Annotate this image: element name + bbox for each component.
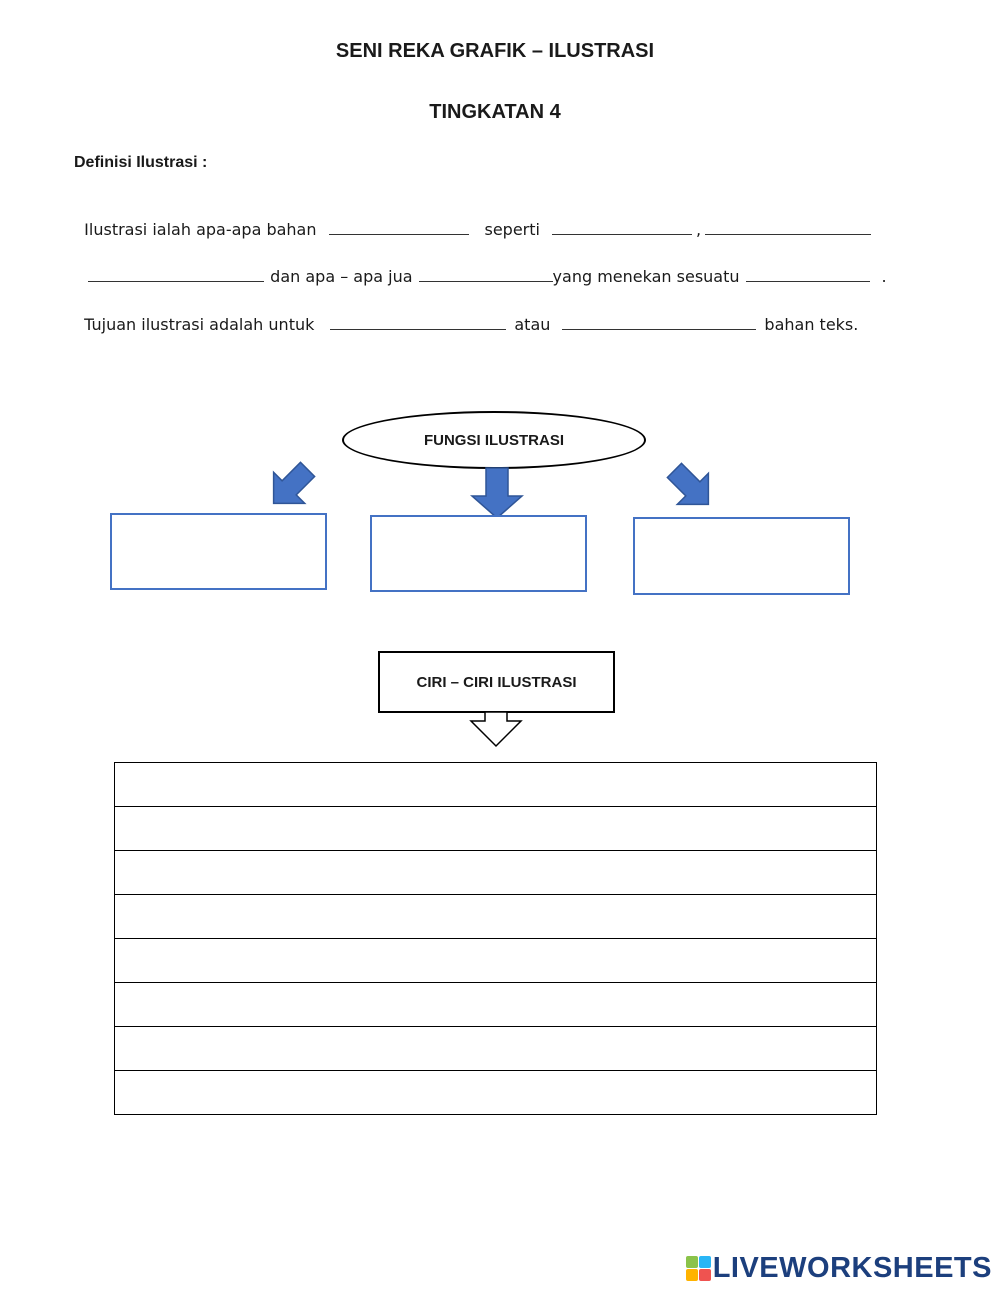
page-subtitle: TINGKATAN 4 [429,101,561,123]
table-row [115,939,877,983]
line3-text-c: bahan teks. [764,315,859,334]
ciri-title: CIRI – CIRI ILUSTRASI [416,673,577,691]
answer-cell-5[interactable] [115,939,877,983]
liveworksheets-logo-icon [686,1256,711,1281]
watermark-text: LIVEWORKSHEETS [712,1252,992,1284]
ciri-arrow-down-icon [466,711,526,749]
line2-text-a: dan apa – apa jua [270,267,413,286]
fungsi-title: FUNGSI ILUSTRASI [423,431,564,449]
definition-label: Definisi Ilustrasi : [74,154,208,171]
line2-text-c: . [881,267,887,286]
arrow-down-icon [472,468,522,518]
answer-cell-2[interactable] [115,807,877,851]
table-row [115,895,877,939]
fungsi-answer-box-2[interactable] [370,515,587,592]
answer-cell-3[interactable] [115,851,877,895]
liveworksheets-watermark [686,1252,992,1285]
answer-cell-4[interactable] [115,895,877,939]
arrow-right-icon [659,455,724,520]
line1-text-c: , [695,220,702,239]
arrow-left-icon [258,454,323,519]
answer-cell-7[interactable] [115,1027,877,1071]
page-title: SENI REKA GRAFIK – ILUSTRASI [335,40,655,62]
answer-cell-8[interactable] [115,1071,877,1115]
fungsi-answer-box-3[interactable] [633,517,850,595]
fungsi-answer-box-1[interactable] [110,513,327,590]
table-row [115,983,877,1027]
table-row [115,763,877,807]
line2-text-b: yang menekan sesuatu [552,267,740,286]
table-row [115,1027,877,1071]
answer-cell-6[interactable] [115,983,877,1027]
answer-cell-1[interactable] [115,763,877,807]
table-row [115,1071,877,1115]
line3-text-b: atau [514,315,551,334]
line1-text-b: seperti [484,220,540,239]
table-row [115,851,877,895]
ciri-answer-table [114,762,877,1115]
line1-text-a: Ilustrasi ialah apa-apa bahan [84,220,317,239]
line3-text-a: Tujuan ilustrasi adalah untuk [84,315,315,334]
table-row [115,807,877,851]
ciri-box [378,651,615,713]
